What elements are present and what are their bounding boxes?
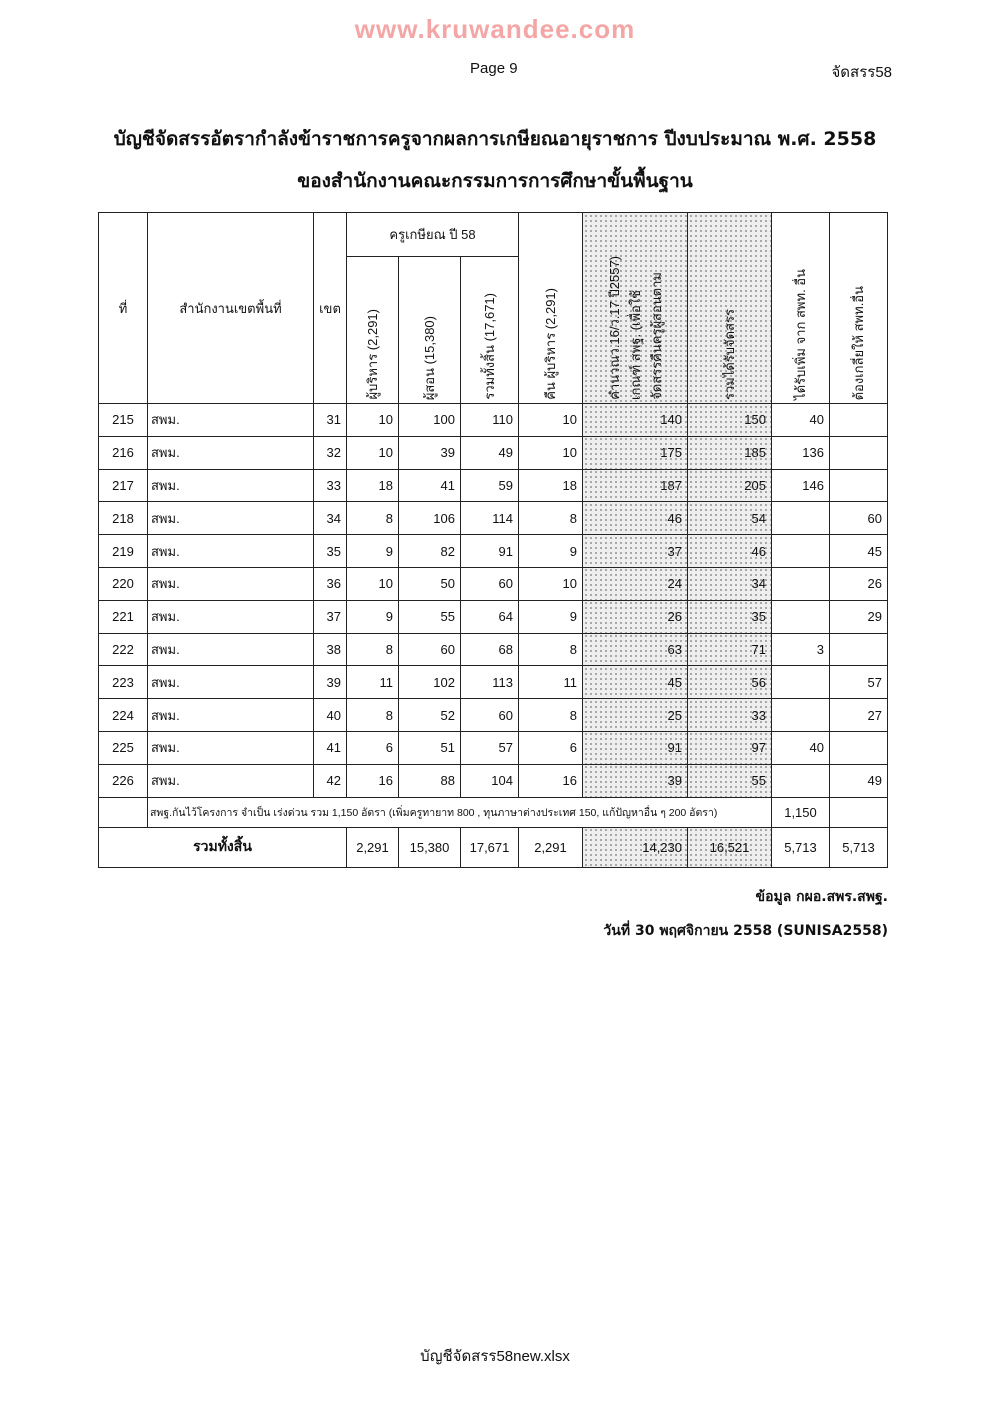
cell-total-alloc: 150: [688, 404, 772, 437]
cell-return-admin: 18: [519, 469, 583, 502]
cell-admin: 16: [347, 764, 399, 797]
cell-allocate: 37: [583, 535, 688, 568]
cell-return-admin: 16: [519, 764, 583, 797]
cell-allocate: 140: [583, 404, 688, 437]
note-row: [99, 797, 888, 827]
header-receive-more: ได้รับเพิ่ม จาก สพท. อื่น: [772, 213, 830, 404]
cell-receive: 146: [772, 469, 830, 502]
cell-give: [830, 404, 888, 437]
cell-return-admin: 10: [519, 436, 583, 469]
data-source: ข้อมูล กผอ.สพร.สพฐ.: [755, 889, 888, 905]
cell-give: 29: [830, 600, 888, 633]
cell-teacher: 41: [399, 469, 461, 502]
cell-give: 57: [830, 666, 888, 699]
table-row: [99, 469, 888, 502]
cell-office: สพม.: [148, 404, 314, 437]
note-empty-cell: [99, 797, 148, 827]
cell-receive: 136: [772, 436, 830, 469]
cell-total: 110: [461, 404, 519, 437]
cell-receive: [772, 600, 830, 633]
cell-teacher: 60: [399, 633, 461, 666]
cell-total-alloc: 56: [688, 666, 772, 699]
cell-receive: [772, 567, 830, 600]
table-row: [99, 699, 888, 732]
cell-zone: 33: [314, 469, 347, 502]
cell-zone: 41: [314, 731, 347, 764]
cell-no: 225: [99, 731, 148, 764]
table-row: [99, 764, 888, 797]
header-total-allocated: รวมได้รับจัดสรร: [688, 213, 772, 404]
cell-no: 222: [99, 633, 148, 666]
cell-total: 104: [461, 764, 519, 797]
table-row: [99, 567, 888, 600]
doc-code: จัดสรร58: [831, 64, 892, 81]
note-give-empty: [830, 797, 888, 827]
cell-teacher: 50: [399, 567, 461, 600]
cell-total-alloc: 205: [688, 469, 772, 502]
cell-zone: 35: [314, 535, 347, 568]
cell-admin: 18: [347, 469, 399, 502]
table-row: [99, 404, 888, 437]
cell-total-alloc: 46: [688, 535, 772, 568]
file-name: บัญชีจัดสรร58new.xlsx: [420, 1348, 570, 1365]
table-row: [99, 600, 888, 633]
cell-return-admin: 9: [519, 600, 583, 633]
cell-no: 217: [99, 469, 148, 502]
cell-return-admin: 8: [519, 502, 583, 535]
header-give-to: ต้องเกลี่ยให้ สพท.อื่น: [830, 213, 888, 404]
cell-no: 223: [99, 666, 148, 699]
cell-total: 114: [461, 502, 519, 535]
cell-zone: 40: [314, 699, 347, 732]
table-row: [99, 436, 888, 469]
cell-allocate: 26: [583, 600, 688, 633]
cell-teacher: 88: [399, 764, 461, 797]
cell-total-alloc: 33: [688, 699, 772, 732]
cell-return-admin: 10: [519, 567, 583, 600]
cell-no: 215: [99, 404, 148, 437]
cell-admin: 8: [347, 633, 399, 666]
table-row: [99, 731, 888, 764]
cell-return-admin: 11: [519, 666, 583, 699]
cell-zone: 31: [314, 404, 347, 437]
cell-zone: 34: [314, 502, 347, 535]
table-row: [99, 502, 888, 535]
cell-no: 224: [99, 699, 148, 732]
cell-no: 220: [99, 567, 148, 600]
cell-office: สพม.: [148, 731, 314, 764]
cell-admin: 11: [347, 666, 399, 699]
cell-zone: 39: [314, 666, 347, 699]
cell-admin: 10: [347, 436, 399, 469]
note-receive: 1,150: [772, 797, 830, 827]
document-date: วันที่ 30 พฤศจิกายน 2558 (SUNISA2558): [603, 923, 888, 939]
cell-receive: [772, 666, 830, 699]
cell-admin: 8: [347, 502, 399, 535]
cell-receive: [772, 764, 830, 797]
cell-office: สพม.: [148, 535, 314, 568]
cell-return-admin: 8: [519, 699, 583, 732]
cell-total: 68: [461, 633, 519, 666]
cell-give: 26: [830, 567, 888, 600]
cell-return-admin: 9: [519, 535, 583, 568]
total-allocate: 14,230: [583, 827, 688, 867]
cell-office: สพม.: [148, 699, 314, 732]
cell-give: 49: [830, 764, 888, 797]
cell-total: 64: [461, 600, 519, 633]
cell-zone: 32: [314, 436, 347, 469]
cell-teacher: 39: [399, 436, 461, 469]
cell-office: สพม.: [148, 436, 314, 469]
cell-receive: [772, 699, 830, 732]
cell-teacher: 55: [399, 600, 461, 633]
cell-admin: 8: [347, 699, 399, 732]
cell-allocate: 63: [583, 633, 688, 666]
cell-teacher: 102: [399, 666, 461, 699]
document-title: บัญชีจัดสรรอัตรากำลังข้าราชการครูจากผลการเกษียณอายุราชการ ปีงบประมาณ พ.ศ. 2558: [113, 128, 877, 150]
cell-receive: 40: [772, 731, 830, 764]
cell-teacher: 51: [399, 731, 461, 764]
total-label: รวมทั้งสิ้น: [99, 827, 347, 867]
cell-total-alloc: 34: [688, 567, 772, 600]
cell-no: 226: [99, 764, 148, 797]
total-total-alloc: 16,521: [688, 827, 772, 867]
cell-zone: 38: [314, 633, 347, 666]
header-retire-total: รวมทั้งสิ้น (17,671): [461, 257, 519, 404]
cell-office: สพม.: [148, 633, 314, 666]
cell-total-alloc: 97: [688, 731, 772, 764]
cell-allocate: 46: [583, 502, 688, 535]
cell-teacher: 82: [399, 535, 461, 568]
header-zone: เขต: [314, 213, 347, 404]
cell-office: สพม.: [148, 666, 314, 699]
cell-zone: 36: [314, 567, 347, 600]
total-admin: 2,291: [347, 827, 399, 867]
table-row: [99, 666, 888, 699]
cell-give: [830, 469, 888, 502]
cell-total: 57: [461, 731, 519, 764]
table-row: [99, 535, 888, 568]
cell-admin: 10: [347, 567, 399, 600]
cell-allocate: 175: [583, 436, 688, 469]
cell-no: 218: [99, 502, 148, 535]
total-row: [99, 827, 888, 867]
cell-total-alloc: 54: [688, 502, 772, 535]
cell-give: [830, 731, 888, 764]
cell-teacher: 52: [399, 699, 461, 732]
cell-return-admin: 8: [519, 633, 583, 666]
cell-allocate: 45: [583, 666, 688, 699]
cell-receive: 3: [772, 633, 830, 666]
cell-no: 219: [99, 535, 148, 568]
cell-total-alloc: 185: [688, 436, 772, 469]
cell-total: 60: [461, 567, 519, 600]
cell-total: 59: [461, 469, 519, 502]
cell-no: 216: [99, 436, 148, 469]
total-give: 5,713: [830, 827, 888, 867]
cell-admin: 6: [347, 731, 399, 764]
total-teacher: 15,380: [399, 827, 461, 867]
cell-office: สพม.: [148, 502, 314, 535]
cell-allocate: 24: [583, 567, 688, 600]
cell-total: 113: [461, 666, 519, 699]
cell-give: [830, 436, 888, 469]
cell-total-alloc: 55: [688, 764, 772, 797]
total-receive: 5,713: [772, 827, 830, 867]
cell-admin: 10: [347, 404, 399, 437]
header-retire-teacher: ผู้สอน (15,380): [399, 257, 461, 404]
cell-admin: 9: [347, 535, 399, 568]
cell-teacher: 100: [399, 404, 461, 437]
cell-total: 49: [461, 436, 519, 469]
cell-total-alloc: 71: [688, 633, 772, 666]
cell-zone: 37: [314, 600, 347, 633]
cell-allocate: 187: [583, 469, 688, 502]
cell-receive: [772, 502, 830, 535]
cell-no: 221: [99, 600, 148, 633]
cell-total: 60: [461, 699, 519, 732]
page-label: Page 9: [470, 60, 518, 77]
header-allocate: คำนวณว.16/ว.17 ปี2557) เกณฑ์ สพฐ. (เพื่อใช้ จัดสรรคืนครูผู้สอนตาม: [583, 213, 688, 404]
cell-office: สพม.: [148, 567, 314, 600]
header-return-admin: คืน ผู้บริหาร (2,291): [519, 213, 583, 404]
cell-give: [830, 633, 888, 666]
watermark: www.kruwandee.com: [354, 14, 636, 44]
document-subtitle: ของสำนักงานคณะกรรมการการศึกษาขั้นพื้นฐาน: [297, 170, 693, 192]
total-return-admin: 2,291: [519, 827, 583, 867]
cell-office: สพม.: [148, 469, 314, 502]
cell-receive: [772, 535, 830, 568]
cell-receive: 40: [772, 404, 830, 437]
header-office: สำนักงานเขตพื้นที่: [148, 213, 314, 404]
cell-give: 60: [830, 502, 888, 535]
note-text: สพฐ.กันไว้โครงการ จำเป็น เร่งด่วน รวม 1,150 อัตรา (เพิ่มครูทายาท 800 , ทุนภาษาต่างประเทศ 150, แก้ปัญหาอื่น ๆ 200 อัตรา): [148, 797, 772, 827]
allocation-table: [98, 212, 888, 868]
table-row: [99, 633, 888, 666]
cell-allocate: 91: [583, 731, 688, 764]
cell-allocate: 39: [583, 764, 688, 797]
cell-return-admin: 6: [519, 731, 583, 764]
cell-give: 45: [830, 535, 888, 568]
cell-total: 91: [461, 535, 519, 568]
cell-office: สพม.: [148, 764, 314, 797]
cell-return-admin: 10: [519, 404, 583, 437]
cell-office: สพม.: [148, 600, 314, 633]
cell-give: 27: [830, 699, 888, 732]
total-total: 17,671: [461, 827, 519, 867]
header-retire-admin: ผู้บริหาร (2,291): [347, 257, 399, 404]
cell-teacher: 106: [399, 502, 461, 535]
cell-allocate: 25: [583, 699, 688, 732]
cell-admin: 9: [347, 600, 399, 633]
header-no: ที่: [99, 213, 148, 404]
cell-total-alloc: 35: [688, 600, 772, 633]
cell-zone: 42: [314, 764, 347, 797]
header-retire-group: ครูเกษียณ ปี 58: [347, 213, 519, 257]
